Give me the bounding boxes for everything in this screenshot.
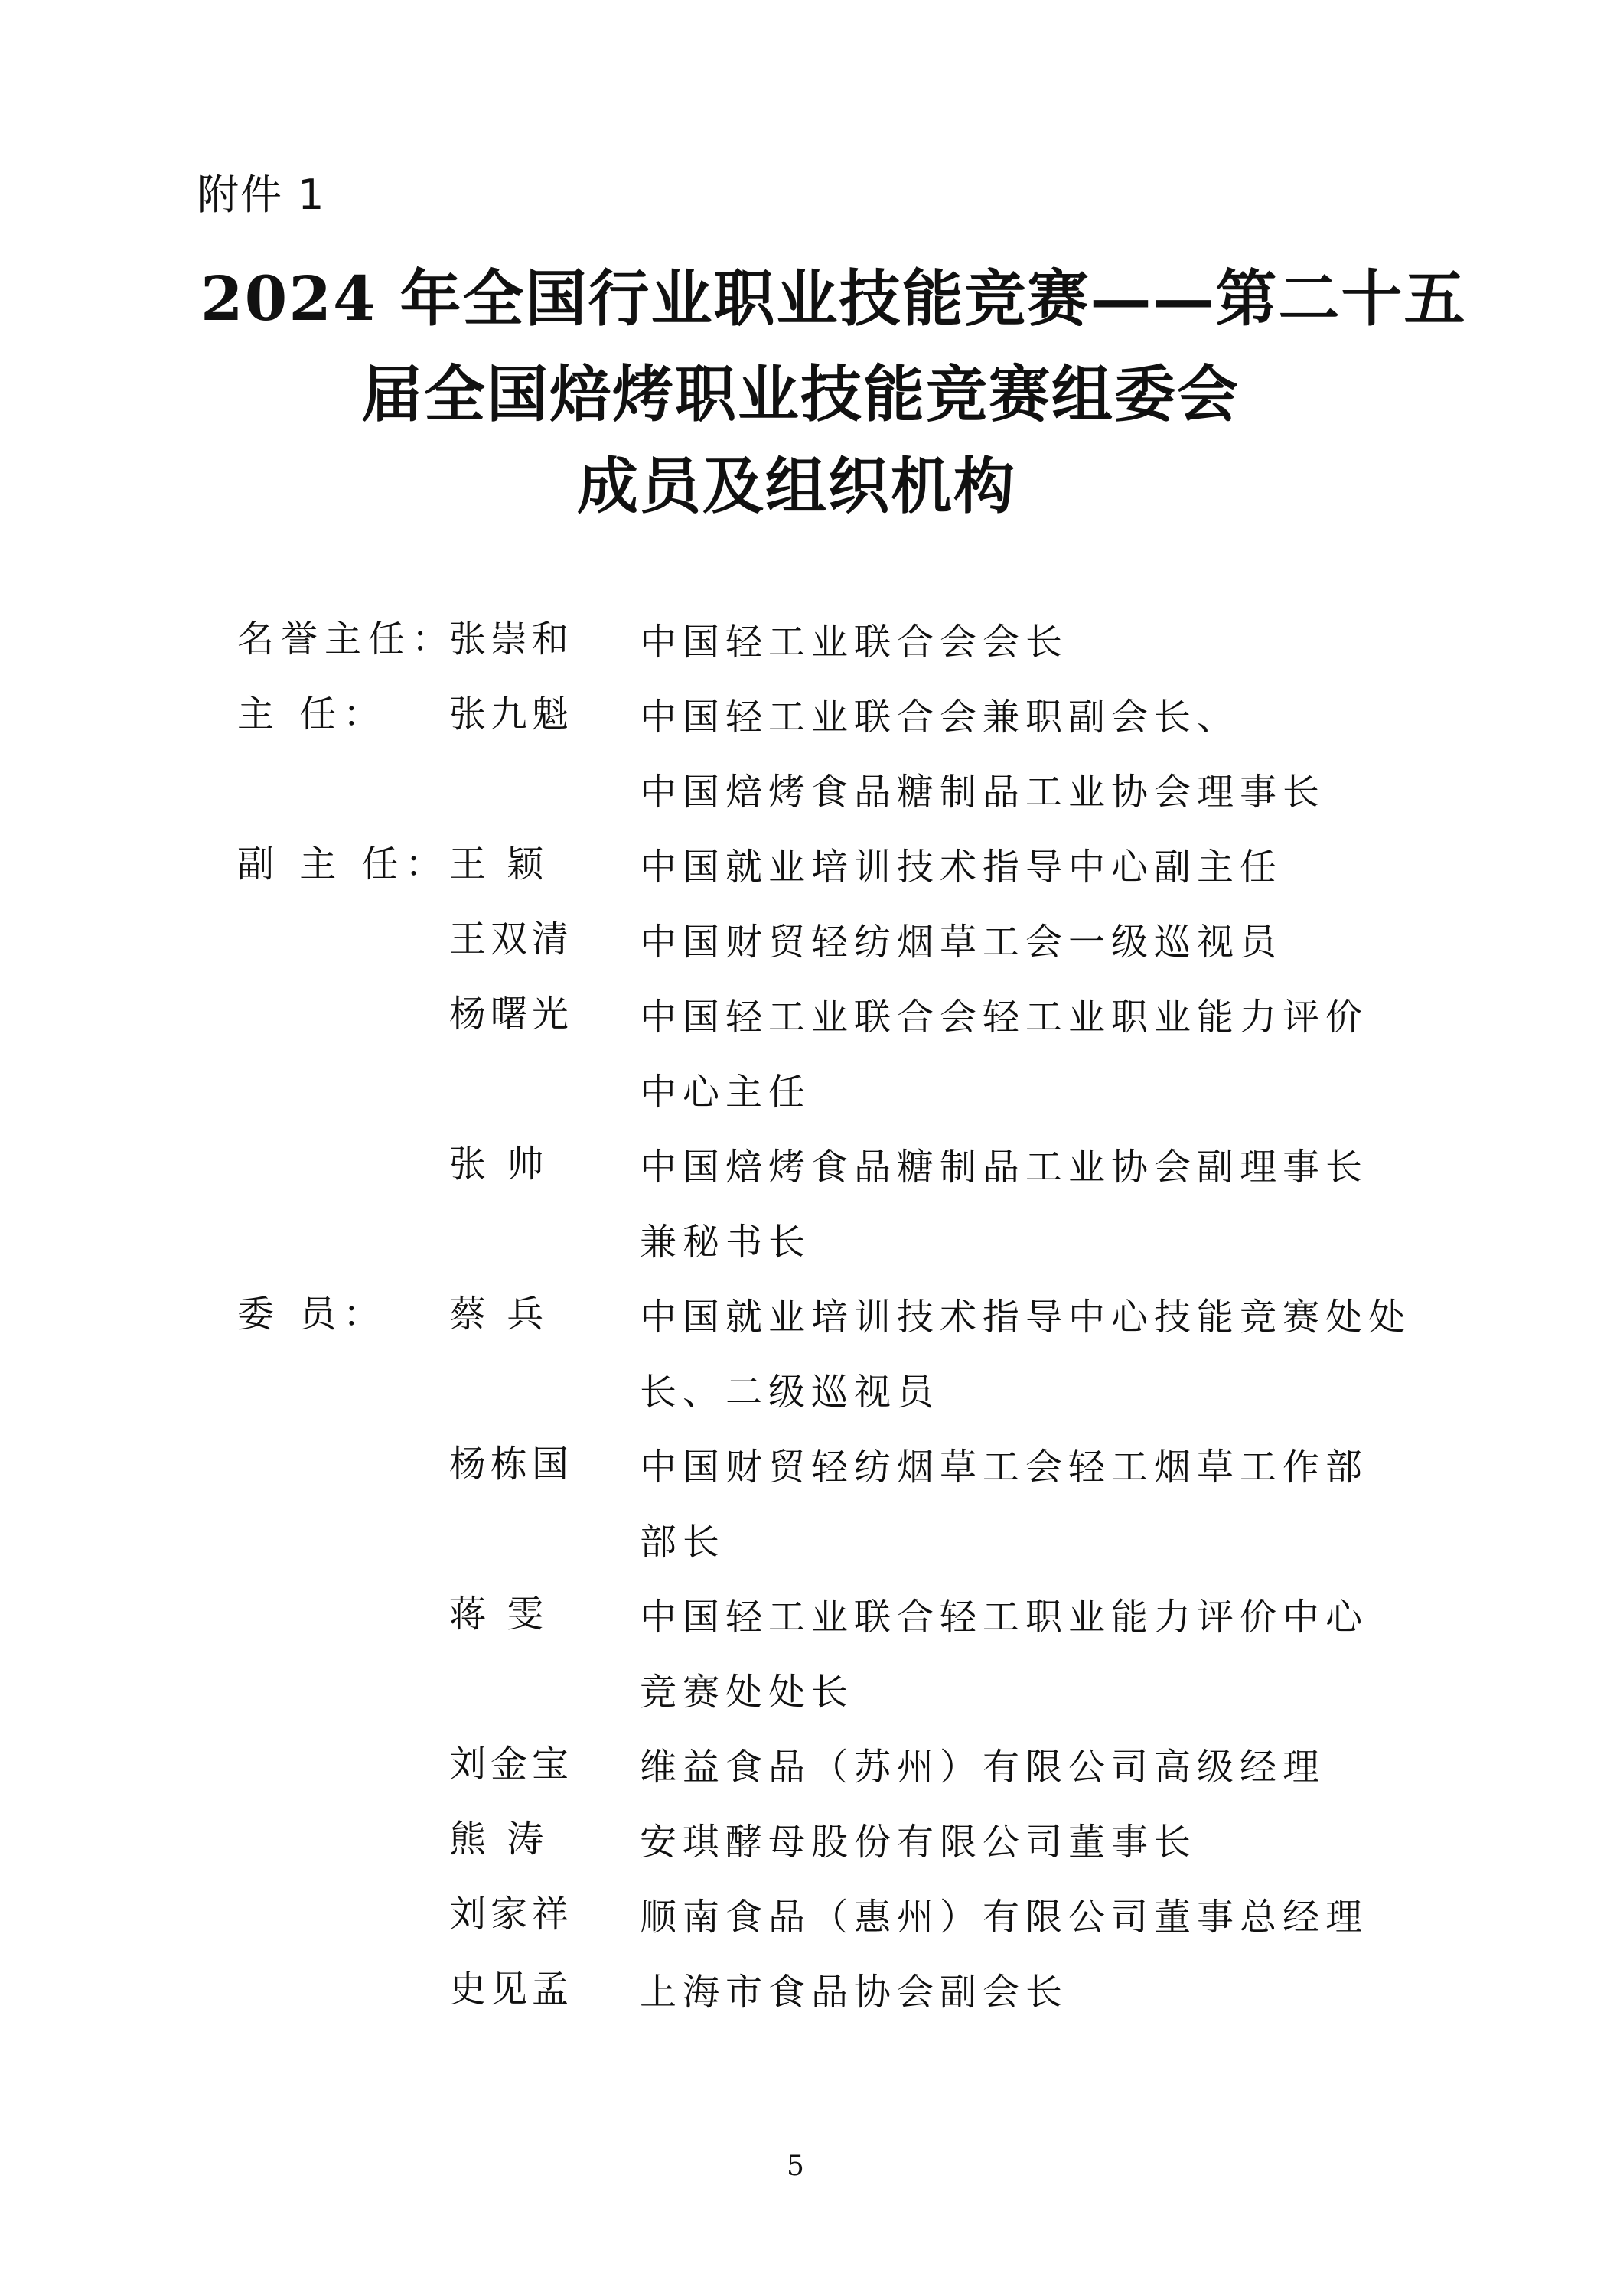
member-title-line: 中国焙烤食品糖制品工业协会理事长 xyxy=(640,771,1326,814)
member-title-line: 中国焙烤食品糖制品工业协会副理事长 xyxy=(640,1146,1369,1189)
member-name: 刘家祥 xyxy=(449,1893,574,1936)
member-title xyxy=(640,1280,1412,1430)
member-row xyxy=(0,1805,1620,1874)
member-row xyxy=(0,1280,1620,1414)
member-role: 名誉主任： xyxy=(237,618,456,660)
member-title-line: 部长 xyxy=(640,1521,726,1564)
member-row xyxy=(0,905,1620,974)
member-title-line: 竞赛处处长 xyxy=(640,1671,855,1714)
member-title-line: 中国轻工业联合会兼职副会长、 xyxy=(640,696,1240,739)
member-title-line: 中国就业培训技术指导中心副主任 xyxy=(640,846,1283,889)
member-title-line: 中国财贸轻纺烟草工会轻工烟草工作部 xyxy=(640,1446,1369,1489)
member-title xyxy=(640,905,1390,980)
member-row xyxy=(0,830,1620,899)
member-title xyxy=(640,680,1390,830)
member-row xyxy=(0,1430,1620,1564)
member-title-line: 中国轻工业联合会轻工业职业能力评价 xyxy=(640,996,1369,1039)
title-line-1: 2024 年全国行业职业技能竞赛——第二十五 xyxy=(200,263,1467,334)
member-name: 王 颖 xyxy=(449,843,549,885)
member-title xyxy=(640,1880,1390,1955)
member-title-line: 长、二级巡视员 xyxy=(640,1371,940,1414)
member-title-line: 上海市食品协会副会长 xyxy=(640,1971,1069,2014)
member-title xyxy=(640,980,1390,1130)
member-name: 张崇和 xyxy=(449,618,574,660)
member-name: 刘金宝 xyxy=(449,1743,574,1786)
member-row xyxy=(0,1880,1620,1949)
member-title-line: 安琪酵母股份有限公司董事长 xyxy=(640,1821,1198,1864)
member-name: 杨栋国 xyxy=(449,1443,574,1486)
member-row xyxy=(0,1130,1620,1264)
member-title xyxy=(640,1580,1390,1730)
title-line-3: 成员及组织机构 xyxy=(577,450,1016,522)
member-title xyxy=(640,1730,1390,1805)
member-title-line: 中国就业培训技术指导中心技能竞赛处处 xyxy=(640,1296,1412,1339)
attachment-label: 附件 1 xyxy=(197,171,326,219)
member-name: 蔡 兵 xyxy=(449,1293,549,1336)
member-row xyxy=(0,605,1620,673)
member-row xyxy=(0,1580,1620,1714)
member-title xyxy=(640,1955,1390,2030)
member-row xyxy=(0,1955,1620,2024)
member-title-line: 中国轻工业联合轻工职业能力评价中心 xyxy=(640,1596,1369,1639)
member-row xyxy=(0,1730,1620,1799)
member-row xyxy=(0,680,1620,814)
title-line-2: 届全国焙烤职业技能竞赛组委会 xyxy=(361,358,1240,430)
member-name: 蒋 雯 xyxy=(449,1593,549,1636)
member-title-line: 中国轻工业联合会会长 xyxy=(640,621,1069,664)
member-title-line: 兼秘书长 xyxy=(640,1221,812,1264)
member-name: 张 帅 xyxy=(449,1143,549,1186)
member-title xyxy=(640,1430,1390,1580)
member-title-line: 顺南食品（惠州）有限公司董事总经理 xyxy=(640,1896,1369,1939)
member-role: 主 任： xyxy=(237,693,387,735)
member-title xyxy=(640,830,1390,905)
member-title xyxy=(640,605,1390,680)
member-name: 熊 涛 xyxy=(449,1818,549,1861)
member-name: 王双清 xyxy=(449,918,574,960)
member-row xyxy=(0,980,1620,1114)
member-title xyxy=(640,1130,1390,1280)
member-title xyxy=(640,1805,1390,1880)
member-title-line: 中国财贸轻纺烟草工会一级巡视员 xyxy=(640,921,1283,964)
member-role: 委 员： xyxy=(237,1293,387,1336)
member-title-line: 维益食品（苏州）有限公司高级经理 xyxy=(640,1746,1326,1789)
member-name: 杨曙光 xyxy=(449,993,574,1035)
member-title-line: 中心主任 xyxy=(640,1071,812,1114)
member-name: 史见孟 xyxy=(449,1968,574,2011)
member-name: 张九魁 xyxy=(449,693,574,735)
member-role: 副 主 任： xyxy=(237,843,449,885)
page-number: 5 xyxy=(787,2151,804,2182)
